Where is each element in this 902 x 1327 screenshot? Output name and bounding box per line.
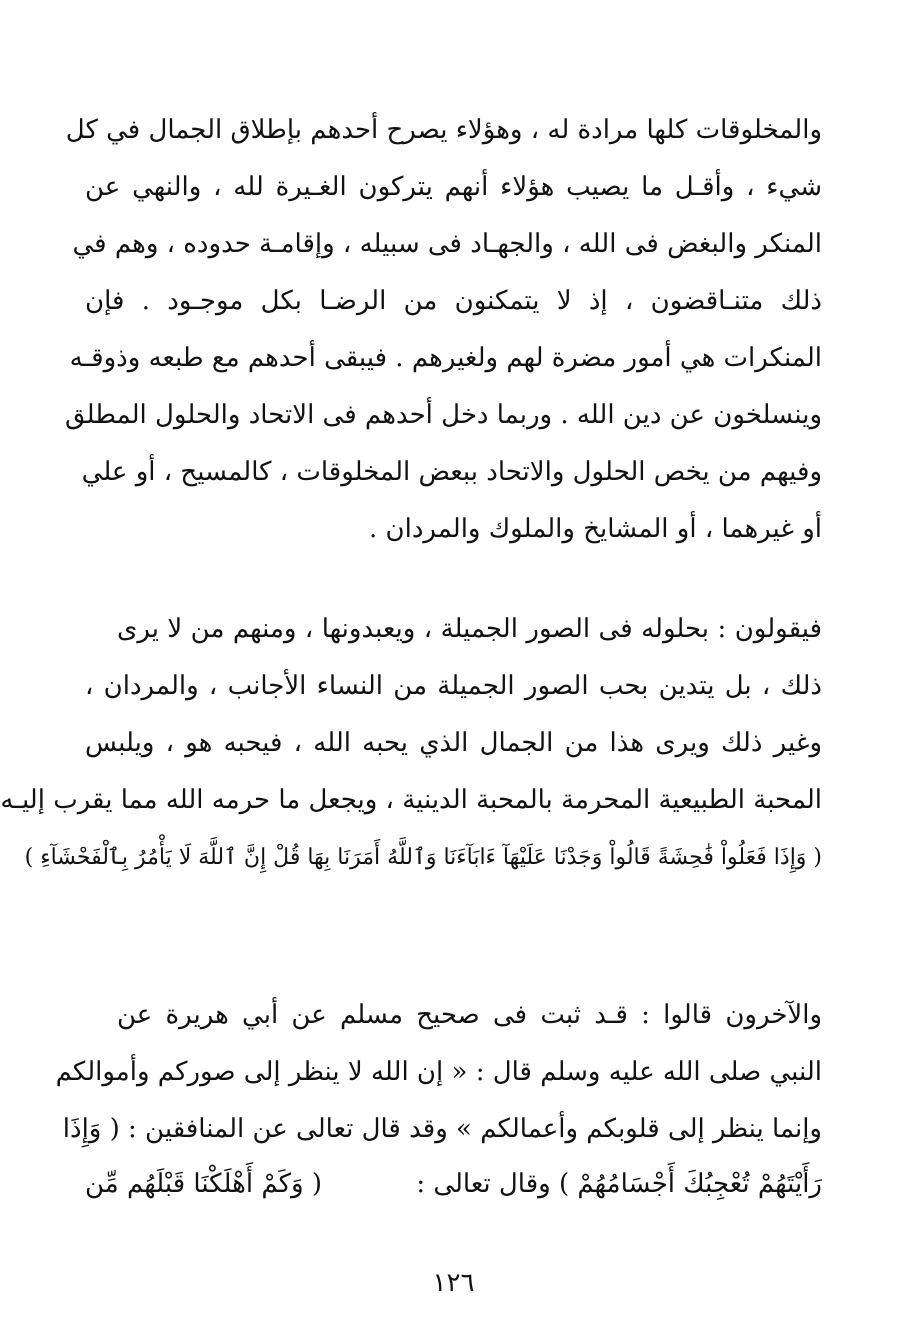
text-line: المنكر والبغض فى الله ، والجهـاد فى سبيله ، وإقامـة حدوده ، وهم في (72, 229, 822, 259)
text-line: المنكرات هي أمور مضرة لهم ولغيرهم . فيبقى أحدهم مع طبعه وذوقـه (69, 343, 822, 373)
text-line: ذلك ، بل يتدين بحب الصور الجميلة من النساء الأجانب ، والمردان ، (85, 671, 822, 701)
text-line: وإنما ينظر إلى قلوبكم وأعمالكم » وقد قال تعالى عن المنافقين : ( وَإِذَا (62, 1114, 822, 1144)
text-line: والآخرون قالوا : قـد ثبت فى صحيح مسلم عن أبي هريرة عن (117, 1000, 822, 1030)
text-line: وغير ذلك ويرى هذا من الجمال الذي يحبه الله ، فيحبه هو ، ويلبس (85, 728, 822, 758)
text-line: المحبة الطبيعية المحرمة بالمحبة الدينية ، ويجعل ما حرمه الله مما يقرب إليـه (0, 785, 822, 815)
quran-verse-line: ( وَإِذَا فَعَلُواْ فَٰحِشَةً قَالُواْ وَجَدْنَا عَلَيْهَآ ءَابَآءَنَا وَٱللَّهُ أَمَرَنَا بِهَا قُلْ إِنَّ ٱللَّهَ لَا يَأْمُرُ بِٱلْفَحْشَآءِ ) (24, 845, 822, 870)
text-line: أو غيرهما ، أو المشايخ والملوك والمردان . (368, 514, 822, 544)
text-line: وفيهم من يخص الحلول والاتحاد ببعض المخلوقات ، كالمسيح ، أو علي (81, 457, 822, 487)
page-number: ١٢٦ (432, 1268, 475, 1298)
text-line-with-gap (85, 1164, 822, 1204)
text-line: فيقولون : بحلوله فى الصور الجميلة ، ويعبدونها ، ومنهم من لا يرى (117, 614, 822, 644)
line-segment-start: رَأَيْتَهُمْ تُعْجِبُكَ أَجْسَامُهُمْ ) وقال تعالى : (416, 1169, 822, 1199)
text-line: ذلك متنـاقضون ، إذ لا يتمكنون من الرضـا بكل موجـود . فإن (85, 286, 822, 316)
text-line: وينسلخون عن دين الله . وربما دخل أحدهم فى الاتحاد والحلول المطلق (64, 400, 822, 430)
text-line: والمخلوقات كلها مرادة له ، وهؤلاء يصرح أحدهم بإطلاق الجمال في كل (65, 115, 822, 145)
text-line: شيء ، وأقـل ما يصيب هؤلاء أنهم يتركون الغـيرة لله ، والنهي عن (85, 172, 822, 202)
line-segment-end: ( وَكَمْ أَهْلَكْنَا قَبْلَهُم مِّن (85, 1169, 322, 1199)
text-line: النبي صلى الله عليه وسلم قال : « إن الله لا ينظر إلى صوركم وأموالكم (55, 1057, 822, 1087)
